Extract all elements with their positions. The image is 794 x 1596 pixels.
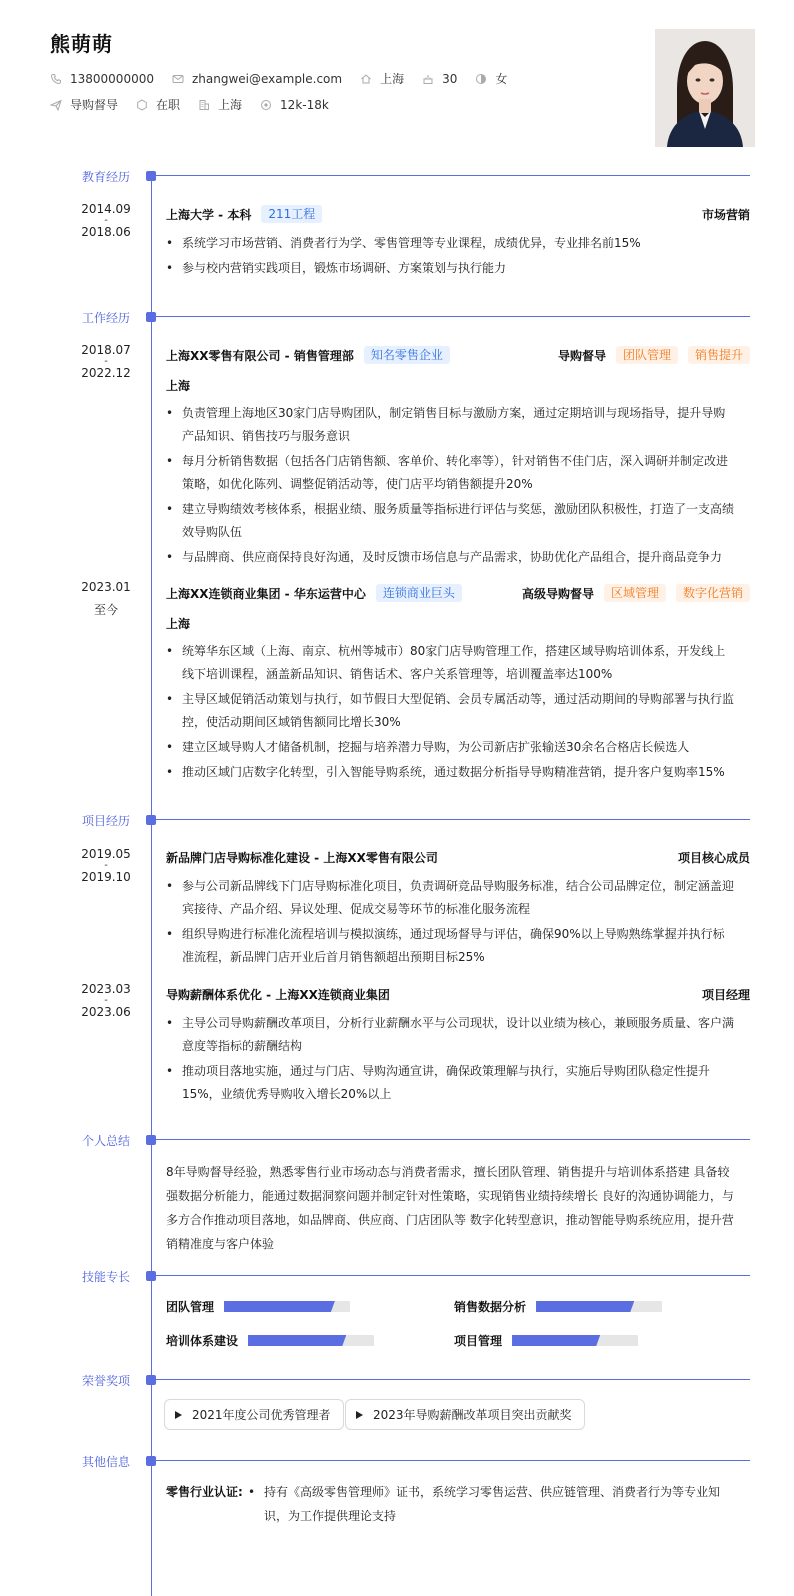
send-icon	[50, 99, 62, 111]
section-marker	[146, 1456, 156, 1466]
work-date	[74, 343, 138, 380]
status-item	[136, 96, 180, 113]
status-text: 在职	[156, 98, 181, 112]
work-bullets	[166, 402, 736, 571]
list-item: • 参与校内营销实践项目，锻炼市场调研、方案策划与执行能力	[166, 257, 736, 280]
section-marker	[146, 1271, 156, 1281]
home-icon	[360, 73, 372, 85]
date-end: 至今	[93, 603, 118, 617]
skill-name: 销售数据分析	[454, 1300, 527, 1314]
section-marker	[146, 1375, 156, 1385]
project-header	[166, 847, 750, 867]
skill-item	[454, 1332, 638, 1349]
play-icon	[356, 1411, 363, 1419]
skill-tag: 团队管理	[616, 346, 678, 364]
resume-header	[50, 28, 750, 148]
skill-name: 项目管理	[454, 1334, 503, 1348]
section-marker	[146, 171, 156, 181]
list-item: • 参与公司新品牌线下门店导购标准化项目，负责调研竞品导购服务标准，结合公司品牌定位，制定涵盖迎宾接待、产品介绍、异议处理、促成交易等环节的标准化服务流程	[166, 875, 736, 921]
certification-label: 零售行业认证:	[166, 1485, 243, 1499]
project-bullets	[166, 1012, 736, 1108]
salary-icon	[260, 99, 272, 111]
list-item: • 主导区域促销活动策划与执行，如节假日大型促销、会员专属活动等，通过活动期间的导购部署与执行监控，使活动期间区域销售额同比增长30%	[166, 688, 736, 734]
work-city-text: 上海	[218, 98, 243, 112]
skill-item	[166, 1298, 350, 1315]
salary-text: 12k-18k	[280, 97, 329, 112]
section-title-other: 其他信息	[82, 1455, 131, 1469]
section-marker	[146, 312, 156, 322]
phone-item	[50, 72, 154, 86]
skill-bar-fill	[224, 1301, 335, 1312]
play-icon	[175, 1411, 182, 1419]
education-date	[74, 202, 138, 239]
company-title: 上海XX零售有限公司 - 销售管理部	[166, 348, 354, 363]
award-chip	[164, 1399, 344, 1430]
skill-bar	[248, 1335, 374, 1346]
section-title-skills: 技能专长	[82, 1270, 131, 1284]
age-item	[422, 72, 457, 86]
work-right	[522, 584, 750, 602]
age-icon	[422, 73, 434, 85]
work-bullets	[166, 640, 736, 786]
section-rule	[151, 175, 750, 176]
contact-row	[50, 70, 525, 87]
email-item	[172, 72, 342, 86]
school-title: 上海大学 - 本科	[166, 207, 252, 222]
project-right	[702, 986, 750, 1003]
skill-name: 团队管理	[166, 1300, 215, 1314]
status-icon	[136, 99, 148, 111]
gender-icon	[475, 73, 487, 85]
date-start: 2018.07	[81, 343, 131, 357]
date-start: 2023.03	[81, 982, 131, 996]
list-item: • 推动项目落地实施，通过与门店、导购沟通宣讲，确保政策理解与执行，实施后导购团队稳定性提升15%，业绩优秀导购收入增长20%以上	[166, 1060, 736, 1106]
city-item	[360, 70, 404, 87]
skill-name: 培训体系建设	[166, 1334, 239, 1348]
work-right	[558, 346, 750, 364]
project-title: 导购薪酬体系优化 - 上海XX连锁商业集团	[166, 987, 390, 1002]
project-bullets	[166, 875, 736, 971]
list-item: • 建立区域导购人才储备机制，挖掘与培养潜力导购，为公司新店扩张输送30余名合格店长候选人	[166, 736, 736, 759]
age-text: 30	[442, 71, 458, 86]
skill-bar-fill	[248, 1335, 346, 1346]
project-date	[74, 847, 138, 884]
certification-text: • 持有《高级零售管理师》证书，系统学习零售运营、供应链管理、消费者行为等专业知识，为工作提供理论支持	[248, 1480, 728, 1528]
section-rule	[151, 1139, 750, 1140]
date-end: 2019.10	[81, 870, 131, 884]
project-date	[74, 982, 138, 1019]
job-role: 高级导购督导	[521, 586, 594, 601]
section-rule	[151, 1460, 750, 1461]
phone-text: 13800000000	[70, 71, 154, 86]
project-role: 项目经理	[701, 987, 750, 1002]
skill-bar-fill	[512, 1335, 600, 1346]
job-row	[50, 96, 347, 113]
intent-text: 导购督导	[70, 98, 119, 112]
building-icon	[198, 99, 210, 111]
date-separator: -	[104, 215, 108, 226]
section-rule	[151, 316, 750, 317]
list-item: • 系统学习市场营销、消费者行为学、零售管理等专业课程，成绩优异，专业排名前15%	[166, 232, 736, 255]
project-role: 项目核心成员	[677, 850, 750, 865]
gender-item	[475, 70, 507, 87]
date-start: 2019.05	[81, 847, 131, 861]
section-title-projects: 项目经历	[82, 814, 131, 828]
skill-tag: 数字化营销	[676, 584, 750, 602]
date-end: 2022.12	[81, 366, 131, 380]
date-end: 2023.06	[81, 1005, 131, 1019]
section-title-education: 教育经历	[82, 170, 131, 184]
gender-text: 女	[495, 72, 508, 86]
city-text: 上海	[380, 72, 405, 86]
company-tag: 连锁商业巨头	[376, 584, 462, 602]
major: 市场营销	[701, 207, 750, 222]
award-label: 2023年导购薪酬改革项目突出贡献奖	[373, 1408, 572, 1422]
date-separator: -	[104, 356, 108, 367]
profile-photo	[655, 29, 755, 147]
section-marker	[146, 1135, 156, 1145]
section-rule	[151, 1379, 750, 1380]
date-start: 2023.01	[81, 580, 131, 594]
skill-bar-fill	[536, 1301, 634, 1312]
date-separator: -	[104, 860, 108, 871]
list-item: • 组织导购进行标准化流程培训与模拟演练，通过现场督导与评估，确保90%以上导购熟练掌握并执行标准流程，新品牌门店开业后首月销售额超出预期目标25%	[166, 923, 736, 969]
skill-tag: 销售提升	[688, 346, 750, 364]
skill-item	[166, 1332, 374, 1349]
section-title-work: 工作经历	[82, 311, 131, 325]
list-item: • 与品牌商、供应商保持良好沟通，及时反馈市场信息与产品需求，协助优化产品组合，提升商品竞争力	[166, 546, 736, 569]
section-title-awards: 荣誉奖项	[82, 1374, 131, 1388]
work-date	[74, 580, 138, 617]
skill-bar	[536, 1301, 662, 1312]
list-item: • 推动区域门店数字化转型，引入智能导购系统，通过数据分析指导导购精准营销，提升客户复购率15%	[166, 761, 736, 784]
skill-bar	[512, 1335, 638, 1346]
school-tag: 211工程	[261, 205, 322, 223]
work-header	[166, 583, 750, 603]
email-text: zhangwei@example.com	[191, 71, 343, 86]
section-rule	[151, 819, 750, 820]
award-chip	[345, 1399, 585, 1430]
skill-item	[454, 1298, 662, 1315]
job-role: 导购督导	[557, 348, 606, 363]
work-location: 上海	[166, 379, 191, 393]
candidate-name: 熊萌萌	[50, 32, 113, 56]
section-marker	[146, 815, 156, 825]
list-item: • 统筹华东区域（上海、南京、杭州等城市）80家门店导购管理工作，搭建区域导购培训体系，开发线上线下培训课程，涵盖新品知识、销售话术、客户关系管理等，培训覆盖率达100%	[166, 640, 736, 686]
intent-item	[50, 96, 118, 113]
education-right	[702, 206, 750, 223]
date-separator: -	[104, 995, 108, 1006]
skill-tag: 区域管理	[604, 584, 666, 602]
list-item: • 负责管理上海地区30家门店导购团队，制定销售目标与激励方案，通过定期培训与现场指导，提升导购产品知识、销售技巧与服务意识	[166, 402, 736, 448]
work-location: 上海	[166, 617, 191, 631]
date-start: 2014.09	[81, 202, 131, 216]
email-icon	[172, 73, 184, 85]
section-rule	[151, 1275, 750, 1276]
company-title: 上海XX连锁商业集团 - 华东运营中心	[166, 586, 366, 601]
project-title: 新品牌门店导购标准化建设 - 上海XX零售有限公司	[166, 850, 438, 865]
work-city-item	[198, 96, 242, 113]
list-item: • 建立导购绩效考核体系，根据业绩、服务质量等指标进行评估与奖惩，激励团队积极性，打造了一支高绩效导购队伍	[166, 498, 736, 544]
education-header	[166, 204, 750, 224]
education-bullets	[166, 232, 736, 282]
summary-text: 8年导购督导经验，熟悉零售行业市场动态与消费者需求，擅长团队管理、销售提升与培训体系搭建 具备较强数据分析能力，能通过数据洞察问题并制定针对性策略，实现销售业绩持续增长 良好的沟通协调能力，与多方合作推动项目落地，如品牌商、供应商、门店团队等 数字化转型意识，推动智能导购系统应用，提升营销精准度与客户体验	[166, 1165, 734, 1251]
project-right	[678, 849, 750, 866]
list-item: • 每月分析销售数据（包括各门店销售额、客单价、转化率等），针对销售不佳门店，深入调研并制定改进策略，如优化陈列、调整促销活动等，使门店平均销售额提升20%	[166, 450, 736, 496]
phone-icon	[50, 73, 62, 85]
list-item: • 主导公司导购薪酬改革项目，分析行业薪酬水平与公司现状，设计以业绩为核心，兼顾服务质量、客户满意度等指标的薪酬结构	[166, 1012, 736, 1058]
award-label: 2021年度公司优秀管理者	[192, 1408, 331, 1422]
project-header	[166, 984, 750, 1004]
work-header	[166, 345, 750, 365]
company-tag: 知名零售企业	[364, 346, 450, 364]
salary-item	[260, 98, 329, 112]
section-title-summary: 个人总结	[82, 1134, 131, 1148]
date-end: 2018.06	[81, 225, 131, 239]
skill-bar	[224, 1301, 350, 1312]
